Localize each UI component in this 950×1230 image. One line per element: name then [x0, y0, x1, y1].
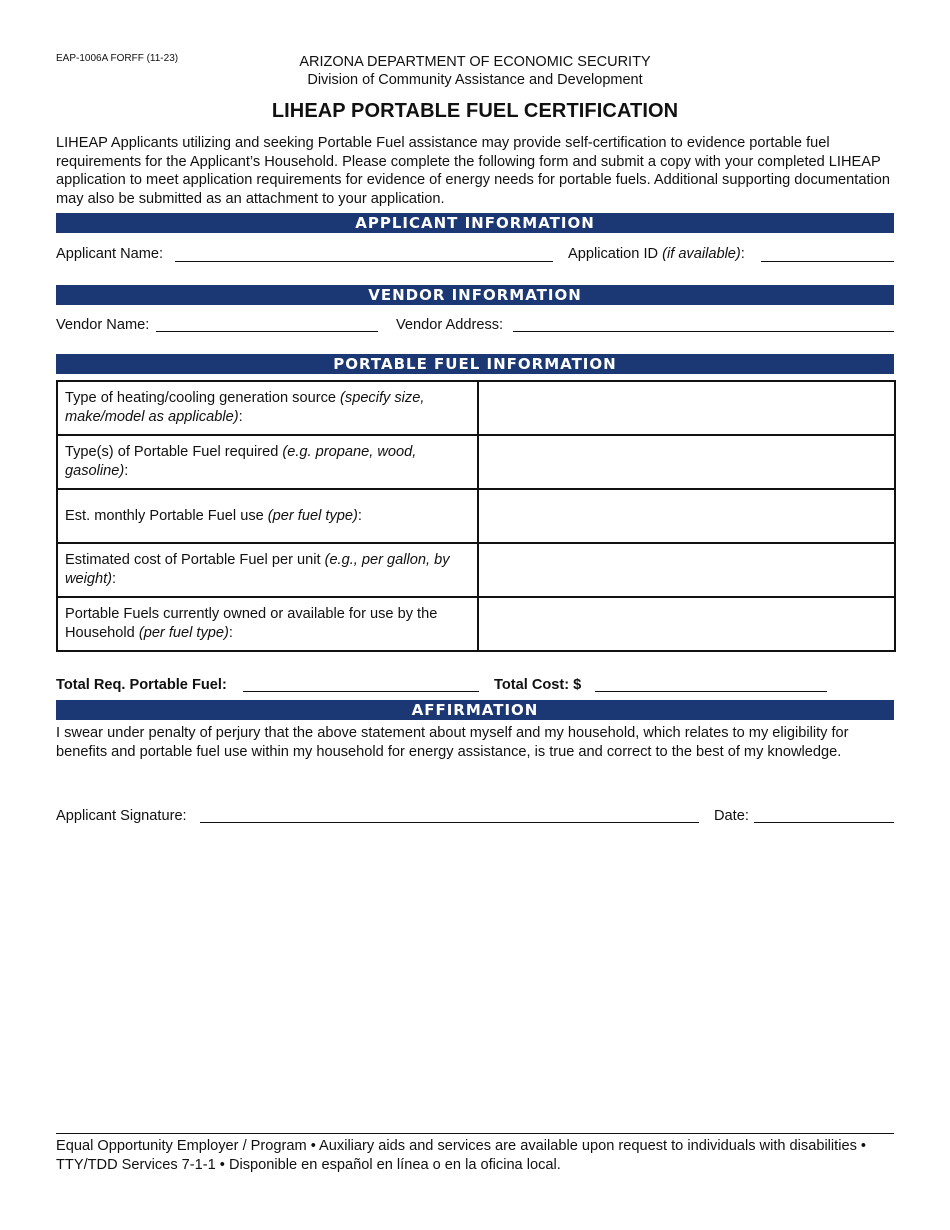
fuel-question-cell: [57, 597, 478, 651]
total-cost-label: Total Cost: $: [494, 677, 582, 693]
question-note: (per fuel type): [267, 507, 358, 524]
question-text: Est. monthly Portable Fuel use: [65, 507, 268, 524]
question-colon: :: [228, 625, 233, 641]
fuel-answer-field[interactable]: [478, 435, 895, 489]
table-row: [57, 597, 895, 651]
application-id-field[interactable]: [761, 261, 894, 262]
application-id-label: [568, 246, 745, 262]
question-colon: :: [238, 409, 243, 425]
applicant-section-header: APPLICANT INFORMATION: [56, 213, 894, 233]
portable-fuel-table: [56, 380, 896, 652]
vendor-name-label: Vendor Name:: [56, 317, 150, 333]
application-id-colon: :: [740, 246, 745, 262]
footer-text: Equal Opportunity Employer / Program • Auxiliary aids and services are available upon request to individuals with disabilities • TTY/TDD Services 7-1-1 • Disponible en español en línea o en la oficina local.: [56, 1138, 867, 1173]
fuel-question-cell: [57, 381, 478, 435]
form-id: EAP-1006A FORFF (11-23): [56, 53, 179, 64]
intro-paragraph: LIHEAP Applicants utilizing and seeking Portable Fuel assistance may provide self-certification to evidence portable fuel requirements for the Applicant’s Household. Please complete the following form and submit a copy with your completed LIHEAP application to meet application requirements for evidence of energy needs for portable fuels. Additional supporting documentation may also be submitted as an attachment to your application.: [56, 135, 890, 207]
page-title: LIHEAP PORTABLE FUEL CERTIFICATION: [271, 100, 679, 122]
agency-name: ARIZONA DEPARTMENT OF ECONOMIC SECURITY: [299, 54, 651, 70]
fuel-answer-field[interactable]: [478, 489, 895, 543]
footer-divider: [56, 1133, 894, 1134]
question-note: (e.g., per gallon, by weight): [65, 552, 450, 587]
vendor-address-field[interactable]: [513, 331, 894, 332]
application-id-note: (if available): [662, 246, 741, 262]
applicant-name-label: Applicant Name:: [56, 246, 164, 262]
table-row: [57, 381, 895, 435]
application-id-label-text: Application ID: [568, 246, 659, 262]
total-fuel-label: Total Req. Portable Fuel:: [56, 677, 227, 693]
question-text: Type of heating/cooling generation source: [65, 390, 341, 406]
question-colon: :: [112, 571, 117, 587]
question-text: Portable Fuels currently owned or available for use by the Household: [65, 606, 438, 641]
agency-header: [0, 53, 950, 89]
table-row: [57, 435, 895, 489]
fuel-question-cell: [57, 543, 478, 597]
applicant-signature-label: Applicant Signature:: [56, 808, 187, 824]
table-row: [57, 543, 895, 597]
date-field[interactable]: [754, 822, 894, 823]
fuel-question-cell: [57, 489, 478, 543]
total-cost-field[interactable]: [595, 691, 827, 692]
vendor-name-field[interactable]: [156, 331, 378, 332]
affirmation-statement: I swear under penalty of perjury that the above statement about myself and my household, which relates to my eligibility for benefits and portable fuel use within my household for energy assistance, is true and correct to the best of my knowledge.: [56, 725, 849, 760]
fuel-answer-field[interactable]: [478, 543, 895, 597]
question-text: Type(s) of Portable Fuel required: [65, 444, 283, 460]
question-text: Estimated cost of Portable Fuel per unit: [65, 552, 325, 568]
vendor-address-label: Vendor Address:: [396, 317, 504, 333]
table-row: [57, 489, 895, 543]
fuel-answer-field[interactable]: [478, 381, 895, 435]
total-fuel-field[interactable]: [243, 691, 479, 692]
affirmation-section-header: AFFIRMATION: [56, 700, 894, 720]
vendor-section-header: VENDOR INFORMATION: [56, 285, 894, 305]
division-name: Division of Community Assistance and Development: [307, 72, 643, 88]
question-colon: :: [357, 507, 362, 524]
applicant-signature-field[interactable]: [200, 822, 699, 823]
portable-fuel-section-header: PORTABLE FUEL INFORMATION: [56, 354, 894, 374]
question-note: (e.g. propane, wood, gasoline): [65, 444, 417, 479]
question-note: (specify size, make/model as applicable): [65, 390, 425, 425]
applicant-name-field[interactable]: [175, 261, 553, 262]
fuel-answer-field[interactable]: [478, 597, 895, 651]
question-colon: :: [124, 463, 129, 479]
date-label: Date:: [714, 808, 749, 824]
question-note: (per fuel type): [138, 625, 229, 641]
fuel-question-cell: [57, 435, 478, 489]
